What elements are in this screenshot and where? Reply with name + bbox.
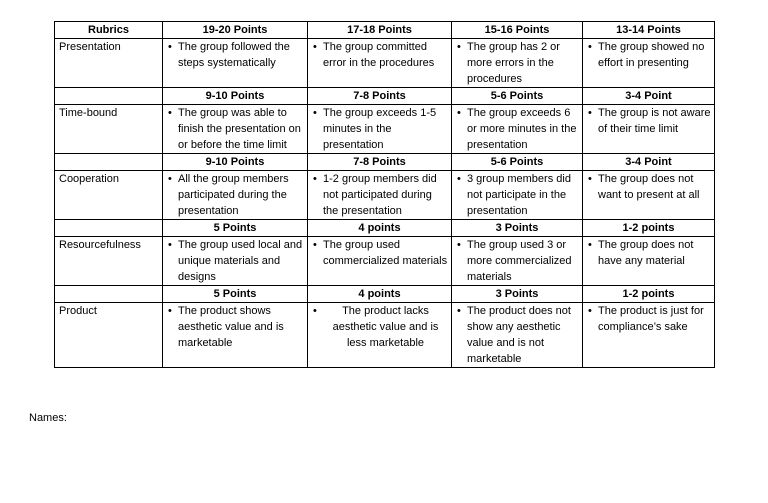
criterion-description: The product is just for compliance’s sake <box>598 305 704 333</box>
criterion-cell <box>583 237 715 286</box>
criterion-description: The product lacks aesthetic value and is less marketable <box>332 305 439 349</box>
bullet-icon: • <box>168 173 172 185</box>
bullet-icon: • <box>313 173 317 185</box>
criterion-description: The group used 3 or more commercialized materials <box>467 239 572 283</box>
criterion-cell <box>452 105 583 154</box>
points-header: 4 points <box>308 220 452 237</box>
points-header: 5-6 Points <box>452 154 583 171</box>
criterion-cell <box>452 39 583 88</box>
points-header: 1-2 points <box>583 286 715 303</box>
bullet-icon: • <box>588 239 592 251</box>
criterion-cell <box>308 39 452 88</box>
criterion-description: The group exceeds 1-5 minutes in the presentation <box>323 107 437 151</box>
criterion-cell <box>452 171 583 220</box>
criterion-label: Cooperation <box>55 171 163 220</box>
criterion-cell <box>163 303 308 368</box>
bullet-icon: • <box>588 173 592 185</box>
criterion-cell <box>583 303 715 368</box>
bullet-icon: • <box>313 41 317 53</box>
criterion-label: Time-bound <box>55 105 163 154</box>
points-header-row <box>55 154 715 171</box>
bullet-icon: • <box>588 41 592 53</box>
criterion-description: The group does not have any material <box>598 239 694 267</box>
points-header-row <box>55 88 715 105</box>
bullet-icon: • <box>457 305 461 317</box>
criterion-row <box>55 303 715 368</box>
names-label: Names: <box>29 412 67 424</box>
criterion-cell <box>308 105 452 154</box>
criterion-row <box>55 39 715 88</box>
criterion-description: 1-2 group members did not participated during the presentation <box>323 173 437 217</box>
criterion-cell <box>163 237 308 286</box>
points-header: 3 Points <box>452 220 583 237</box>
criterion-cell <box>163 39 308 88</box>
blank-header-cell <box>55 220 163 237</box>
criterion-label: Presentation <box>55 39 163 88</box>
criterion-cell <box>308 303 452 368</box>
criterion-description: The group used local and unique materials and designs <box>178 239 303 283</box>
criterion-description: The group has 2 or more errors in the procedures <box>467 41 560 85</box>
points-header: 3-4 Point <box>583 154 715 171</box>
criterion-description: The group committed error in the procedures <box>323 41 435 69</box>
bullet-icon: • <box>457 41 461 53</box>
points-header: 7-8 Points <box>308 154 452 171</box>
bullet-icon: • <box>168 107 172 119</box>
criterion-cell <box>583 105 715 154</box>
rubric-table <box>54 21 715 368</box>
criterion-cell <box>583 39 715 88</box>
points-header: 5-6 Points <box>452 88 583 105</box>
points-header: 4 points <box>308 286 452 303</box>
criterion-description: The group does not want to present at all <box>598 173 700 201</box>
criterion-description: The group is not aware of their time limit <box>598 107 711 135</box>
points-header: 5 Points <box>163 286 308 303</box>
criterion-cell <box>163 105 308 154</box>
rubric-body <box>55 22 715 368</box>
criterion-description: The product does not show any aesthetic value and is not marketable <box>467 305 571 365</box>
criterion-description: The group followed the steps systematically <box>178 41 290 69</box>
criterion-cell <box>308 237 452 286</box>
criterion-cell <box>452 303 583 368</box>
criterion-description: The group was able to finish the presentation on or before the time limit <box>178 107 301 151</box>
points-header: 3 Points <box>452 286 583 303</box>
criterion-label: Resourcefulness <box>55 237 163 286</box>
points-header: 9-10 Points <box>163 88 308 105</box>
criterion-label: Product <box>55 303 163 368</box>
blank-header-cell <box>55 286 163 303</box>
criterion-row <box>55 105 715 154</box>
points-header-row <box>55 22 715 39</box>
criterion-cell <box>452 237 583 286</box>
criterion-row <box>55 237 715 286</box>
points-header: 13-14 Points <box>583 22 715 39</box>
criterion-description: The group used commercialized materials <box>323 239 448 267</box>
points-header: 17-18 Points <box>308 22 452 39</box>
criterion-description: The product shows aesthetic value and is marketable <box>178 305 284 349</box>
bullet-icon: • <box>588 107 592 119</box>
points-header: 1-2 points <box>583 220 715 237</box>
criterion-description: The group exceeds 6 or more minutes in the presentation <box>467 107 577 151</box>
points-header: 9-10 Points <box>163 154 308 171</box>
bullet-icon: • <box>457 173 461 185</box>
blank-header-cell <box>55 154 163 171</box>
bullet-icon: • <box>168 41 172 53</box>
points-header: 3-4 Point <box>583 88 715 105</box>
points-header: 5 Points <box>163 220 308 237</box>
bullet-icon: • <box>168 305 172 317</box>
points-header-row <box>55 220 715 237</box>
criterion-description: All the group members participated during the presentation <box>178 173 289 217</box>
bullet-icon: • <box>313 107 317 119</box>
rubrics-header: Rubrics <box>55 22 163 39</box>
points-header: 15-16 Points <box>452 22 583 39</box>
bullet-icon: • <box>457 239 461 251</box>
criterion-description: 3 group members did not participate in the presentation <box>467 173 571 217</box>
points-header-row <box>55 286 715 303</box>
criterion-cell <box>163 171 308 220</box>
bullet-icon: • <box>313 239 317 251</box>
criterion-cell <box>583 171 715 220</box>
criterion-cell <box>308 171 452 220</box>
bullet-icon: • <box>588 305 592 317</box>
bullet-icon: • <box>313 305 317 317</box>
blank-header-cell <box>55 88 163 105</box>
bullet-icon: • <box>168 239 172 251</box>
bullet-icon: • <box>457 107 461 119</box>
criterion-description: The group showed no effort in presenting <box>598 41 705 69</box>
points-header: 7-8 Points <box>308 88 452 105</box>
criterion-row <box>55 171 715 220</box>
points-header: 19-20 Points <box>163 22 308 39</box>
